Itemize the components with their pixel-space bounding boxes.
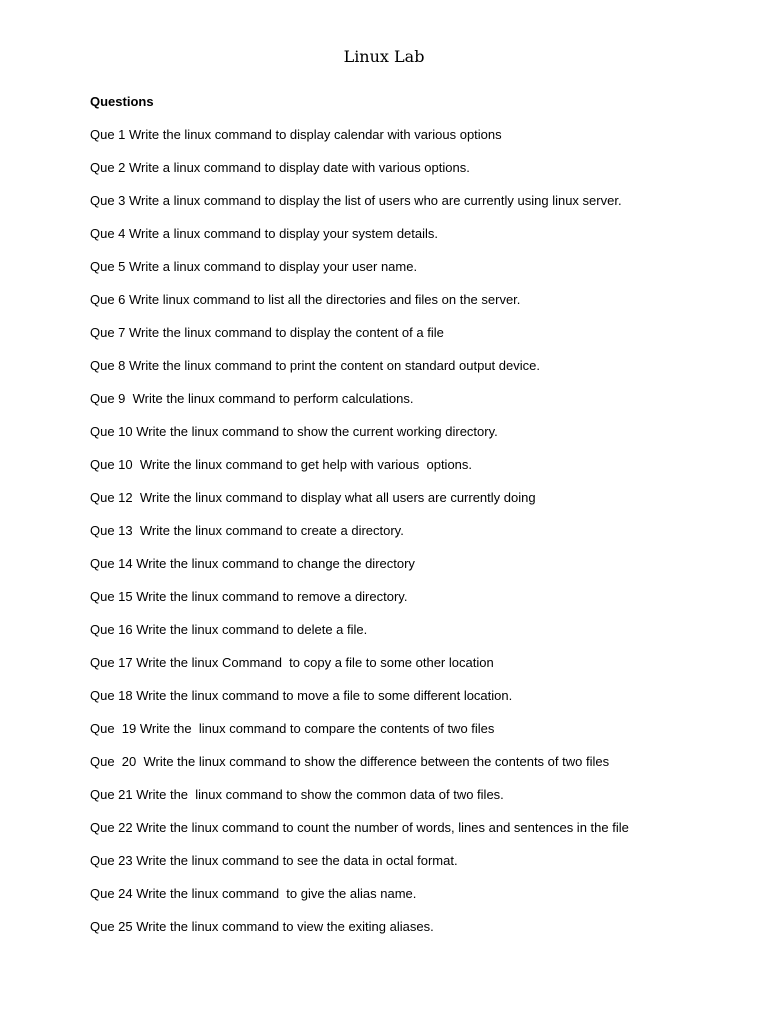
question-item: Que 24 Write the linux command to give the alias name. [90,886,417,901]
question-item: Que 18 Write the linux command to move a file to some different location. [90,688,513,703]
page-title: Linux Lab [343,47,425,66]
question-item: Que 16 Write the linux command to delete a file. [90,622,368,637]
question-item: Que 5 Write a linux command to display your user name. [90,259,418,274]
question-item: Que 15 Write the linux command to remove a directory. [90,589,408,604]
question-item: Que 20 Write the linux command to show the difference between the contents of two files [90,754,610,769]
question-item: Que 1 Write the linux command to display calendar with various options [90,127,502,142]
question-item: Que 21 Write the linux command to show the common data of two files. [90,787,504,802]
question-item: Que 12 Write the linux command to display what all users are currently doing [90,490,536,505]
question-item: Que 17 Write the linux Command to copy a file to some other location [90,655,494,670]
question-item: Que 10 Write the linux command to get help with various options. [90,457,473,472]
section-heading: Questions [90,94,154,109]
question-item: Que 7 Write the linux command to display the content of a file [90,325,444,340]
question-item: Que 3 Write a linux command to display the list of users who are currently using linux server. [90,193,622,208]
question-item: Que 14 Write the linux command to change the directory [90,556,415,571]
question-list [90,126,730,951]
question-item: Que 6 Write linux command to list all the directories and files on the server. [90,292,521,307]
question-item: Que 10 Write the linux command to show the current working directory. [90,424,498,439]
question-item: Que 23 Write the linux command to see the data in octal format. [90,853,458,868]
question-item: Que 4 Write a linux command to display your system details. [90,226,439,241]
question-item: Que 22 Write the linux command to count the number of words, lines and sentences in the file [90,820,629,835]
question-item: Que 2 Write a linux command to display date with various options. [90,160,470,175]
question-item: Que 8 Write the linux command to print the content on standard output device. [90,358,540,373]
question-item: Que 9 Write the linux command to perform calculations. [90,391,414,406]
question-item: Que 25 Write the linux command to view the exiting aliases. [90,919,434,934]
question-item: Que 13 Write the linux command to create a directory. [90,523,404,538]
question-item: Que 19 Write the linux command to compare the contents of two files [90,721,495,736]
